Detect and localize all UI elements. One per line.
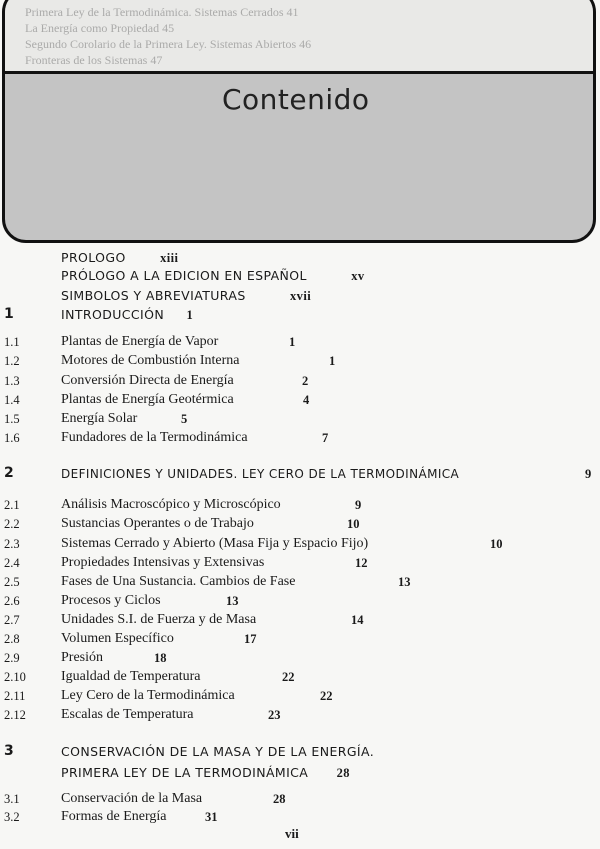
section-number: 2.10	[4, 670, 26, 684]
banner-top-strip	[5, 0, 593, 74]
chapter-number: 3	[4, 743, 14, 759]
bleed-through-line: La Energía como Propiedad 45	[25, 21, 175, 35]
section-number: 1.5	[4, 412, 20, 426]
section-page: 18	[154, 651, 167, 665]
section-page: 28	[273, 792, 286, 806]
entry-page: xv	[351, 269, 365, 283]
section-title[interactable]: Motores de Combustión Interna	[61, 353, 240, 368]
entry-label: SIMBOLOS Y ABREVIATURAS	[61, 288, 246, 303]
section-number: 2.1	[4, 498, 20, 512]
section-title[interactable]: Conversión Directa de Energía	[61, 373, 234, 388]
section-number: 2.9	[4, 651, 20, 665]
bleed-through-line: Fronteras de los Sistemas 47	[25, 53, 163, 67]
section-number: 2.8	[4, 632, 20, 646]
chapter-page: 28	[336, 766, 350, 780]
section-number: 2.7	[4, 613, 20, 627]
chapter-title-text: PRIMERA LEY DE LA TERMODINÁMICA	[61, 765, 309, 780]
chapter-title[interactable]: DEFINICIONES Y UNIDADES. LEY CERO DE LA TERMODINÁMICA	[61, 467, 460, 481]
section-number: 1.6	[4, 431, 20, 445]
section-number: 2.3	[4, 537, 20, 551]
section-title[interactable]: Escalas de Temperatura	[61, 707, 194, 722]
section-title[interactable]: Procesos y Ciclos	[61, 593, 161, 608]
section-title[interactable]: Volumen Específico	[61, 631, 174, 646]
chapter-title[interactable]	[61, 307, 193, 323]
toc-entry-prologo-espanol[interactable]	[61, 268, 365, 284]
section-page: 23	[268, 708, 281, 722]
entry-page: xvii	[290, 289, 312, 303]
chapter-page: 1	[186, 308, 194, 322]
section-number: 2.2	[4, 517, 20, 531]
section-page: 2	[302, 374, 309, 388]
section-title[interactable]: Formas de Energía	[61, 809, 167, 824]
section-title[interactable]: Plantas de Energía Geotérmica	[61, 392, 234, 407]
section-title[interactable]: Conservación de la Masa	[61, 791, 203, 806]
section-title[interactable]: Energía Solar	[61, 411, 138, 426]
section-number: 2.12	[4, 708, 26, 722]
section-page: 4	[303, 393, 310, 407]
section-number: 1.2	[4, 354, 20, 368]
bleed-through-line: Primera Ley de la Termodinámica. Sistemas Cerrados 41	[25, 5, 299, 19]
section-number: 2.11	[4, 689, 26, 703]
section-title[interactable]: Presión	[61, 650, 103, 665]
section-page: 31	[205, 810, 218, 824]
section-number: 2.5	[4, 575, 20, 589]
section-page: 7	[322, 431, 329, 445]
chapter-number: 1	[4, 306, 14, 322]
section-title[interactable]: Plantas de Energía de Vapor	[61, 334, 219, 349]
section-title[interactable]: Fundadores de la Termodinámica	[61, 430, 248, 445]
section-title[interactable]: Propiedades Intensivas y Extensivas	[61, 555, 265, 570]
entry-page: xiii	[160, 251, 179, 265]
bleed-through-line: Segundo Corolario de la Primera Ley. Sistemas Abiertos 46	[25, 37, 312, 51]
section-page: 13	[226, 594, 239, 608]
toc-entry-simbolos[interactable]	[61, 288, 311, 304]
entry-label: PROLOGO	[61, 250, 126, 265]
section-number: 1.1	[4, 335, 20, 349]
section-title[interactable]: Fases de Una Sustancia. Cambios de Fase	[61, 574, 296, 589]
section-number: 2.4	[4, 556, 20, 570]
section-number: 3.1	[4, 792, 20, 806]
section-page: 9	[355, 498, 362, 512]
section-page: 10	[490, 537, 503, 551]
page-title: Contenido	[222, 83, 370, 116]
chapter-title-line-2[interactable]	[61, 765, 350, 781]
section-title[interactable]: Sistemas Cerrado y Abierto (Masa Fija y Espacio Fijo)	[61, 536, 369, 551]
entry-label: PRÓLOGO A LA EDICION EN ESPAÑOL	[61, 268, 307, 283]
page-number: vii	[285, 826, 299, 841]
chapter-page: 9	[585, 467, 592, 481]
section-number: 1.4	[4, 393, 20, 407]
section-page: 1	[289, 335, 296, 349]
section-number: 1.3	[4, 374, 20, 388]
chapter-number: 2	[4, 465, 14, 481]
section-page: 17	[244, 632, 257, 646]
section-page: 12	[355, 556, 368, 570]
section-page: 1	[329, 354, 336, 368]
section-page: 22	[320, 689, 333, 703]
section-title[interactable]: Ley Cero de la Termodinámica	[61, 688, 235, 703]
chapter-title-text: INTRODUCCIÓN	[61, 307, 165, 322]
section-title[interactable]: Igualdad de Temperatura	[61, 669, 201, 684]
section-page: 5	[181, 412, 188, 426]
section-page: 14	[351, 613, 364, 627]
section-title[interactable]: Sustancias Operantes o de Trabajo	[61, 516, 254, 531]
toc-entry-prologo[interactable]	[61, 250, 178, 266]
section-page: 22	[282, 670, 295, 684]
chapter-title-line-1[interactable]: CONSERVACIÓN DE LA MASA Y DE LA ENERGÍA.	[61, 744, 375, 759]
section-page: 10	[347, 517, 360, 531]
section-title[interactable]: Unidades S.I. de Fuerza y de Masa	[61, 612, 257, 627]
section-page: 13	[398, 575, 411, 589]
section-title[interactable]: Análisis Macroscópico y Microscópico	[61, 497, 281, 512]
contents-banner	[2, 0, 596, 243]
section-number: 3.2	[4, 810, 20, 824]
section-number: 2.6	[4, 594, 20, 608]
